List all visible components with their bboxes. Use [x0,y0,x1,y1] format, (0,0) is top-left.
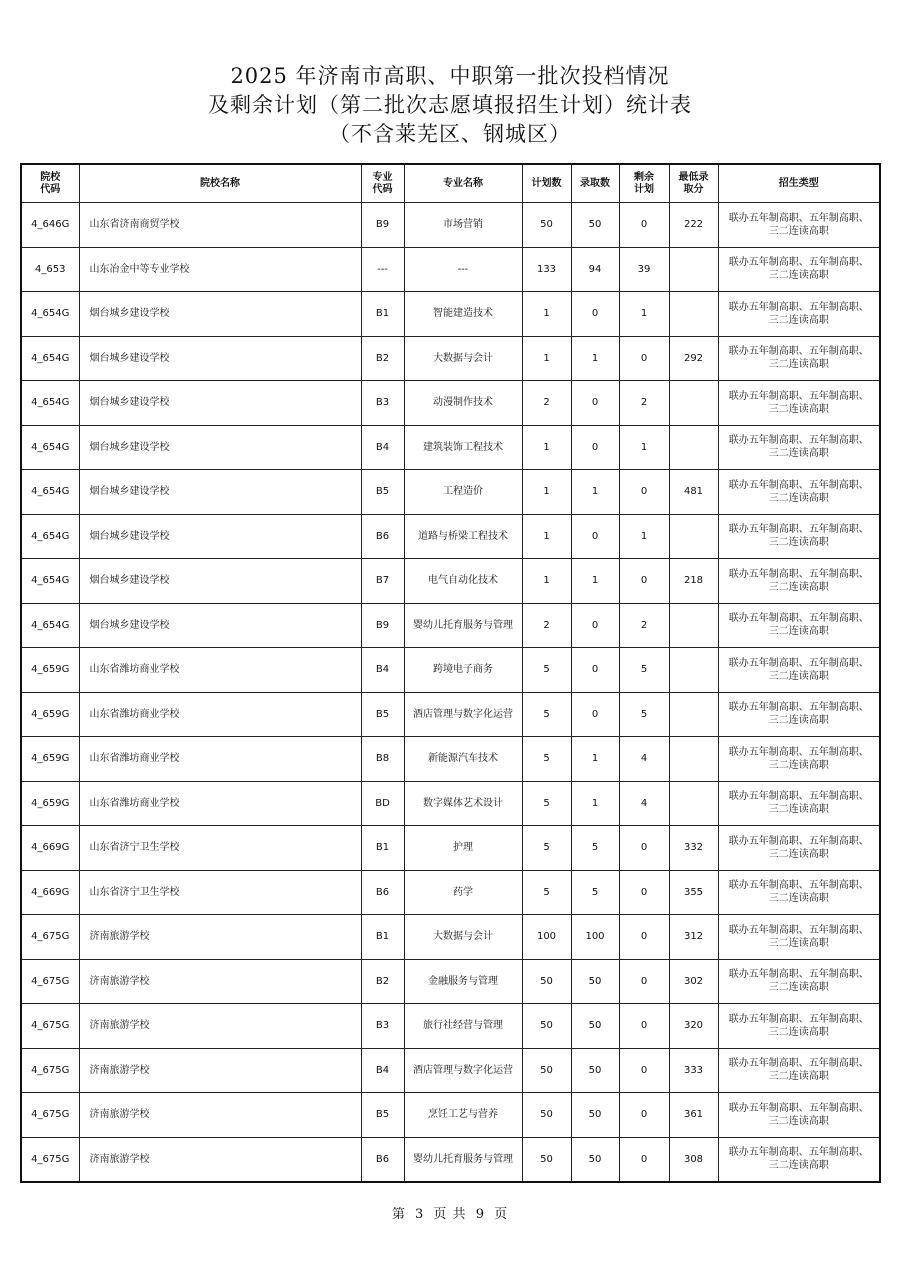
admission-table [20,163,881,1183]
cell-admitted-count: 50 [571,1048,619,1093]
cell-admission-type [718,781,880,826]
cell-plan-count: 2 [522,603,571,648]
cell-remaining-plan: 1 [619,292,669,337]
table-row [21,292,880,337]
cell-major-code: B1 [361,292,404,337]
cell-school-name: 济南旅游学校 [79,1048,361,1093]
cell-school-name: 山东省济宁卫生学校 [79,870,361,915]
cell-major-name: 大数据与会计 [404,915,522,960]
cell-admission-type [718,603,880,648]
cell-admission-type [718,959,880,1004]
cell-plan-count: 1 [522,425,571,470]
cell-plan-count: 5 [522,648,571,693]
cell-remaining-plan: 0 [619,1004,669,1049]
cell-major-name: 酒店管理与数字化运营 [404,692,522,737]
cell-major-code: B3 [361,381,404,426]
cell-major-code: B9 [361,603,404,648]
admission-type-text: 联办五年制高职、五年制高职、三二连读高职 [728,524,869,549]
cell-major-name: 电气自动化技术 [404,559,522,604]
cell-plan-count: 5 [522,870,571,915]
admission-type-text: 联办五年制高职、五年制高职、三二连读高职 [728,1013,869,1038]
table-row [21,247,880,292]
document-title [0,62,900,149]
cell-school-code: 4_659G [21,692,79,737]
cell-remaining-plan: 39 [619,247,669,292]
cell-school-code: 4_659G [21,781,79,826]
table-row [21,826,880,871]
table-row [21,470,880,515]
table-body [21,203,880,1183]
cell-school-code: 4_675G [21,1137,79,1182]
cell-school-code: 4_659G [21,737,79,782]
cell-plan-count: 50 [522,959,571,1004]
cell-admission-type [718,737,880,782]
cell-school-name: 山东冶金中等专业学校 [79,247,361,292]
cell-major-code: B9 [361,203,404,248]
cell-min-score: 320 [669,1004,718,1049]
table-row [21,1137,880,1182]
cell-major-name: 建筑装饰工程技术 [404,425,522,470]
cell-school-code: 4_654G [21,381,79,426]
cell-min-score [669,603,718,648]
cell-school-code: 4_675G [21,1004,79,1049]
cell-min-score: 302 [669,959,718,1004]
cell-min-score [669,648,718,693]
cell-remaining-plan: 0 [619,915,669,960]
cell-min-score [669,292,718,337]
cell-school-code: 4_654G [21,559,79,604]
cell-major-code: B6 [361,1137,404,1182]
cell-school-code: 4_653 [21,247,79,292]
cell-admission-type [718,247,880,292]
header-admitted-count: 录取数 [571,164,619,203]
cell-admitted-count: 0 [571,381,619,426]
cell-plan-count: 1 [522,336,571,381]
cell-major-code: B4 [361,425,404,470]
cell-school-name: 烟台城乡建设学校 [79,603,361,648]
cell-plan-count: 2 [522,381,571,426]
cell-major-name: --- [404,247,522,292]
admission-type-text: 联办五年制高职、五年制高职、三二连读高职 [728,390,869,415]
cell-min-score [669,381,718,426]
cell-remaining-plan: 5 [619,648,669,693]
cell-school-name: 济南旅游学校 [79,915,361,960]
cell-remaining-plan: 0 [619,826,669,871]
cell-min-score: 218 [669,559,718,604]
table-row [21,915,880,960]
cell-admission-type [718,336,880,381]
admission-type-text: 联办五年制高职、五年制高职、三二连读高职 [728,212,869,237]
title-line-2: 及剩余计划（第二批次志愿填报招生计划）统计表 [208,93,692,117]
cell-plan-count: 5 [522,692,571,737]
page-total: 9 [475,1207,485,1222]
header-admission-type: 招生类型 [718,164,880,203]
page-mid: 页 共 [433,1207,467,1222]
cell-major-code: B8 [361,737,404,782]
cell-school-code: 4_646G [21,203,79,248]
cell-major-code: B2 [361,336,404,381]
cell-admission-type [718,470,880,515]
cell-admitted-count: 50 [571,1004,619,1049]
admission-type-text: 联办五年制高职、五年制高职、三二连读高职 [728,435,869,460]
cell-plan-count: 50 [522,1137,571,1182]
cell-major-name: 旅行社经营与管理 [404,1004,522,1049]
table-row [21,692,880,737]
cell-admission-type [718,559,880,604]
cell-admission-type [718,1137,880,1182]
cell-min-score: 222 [669,203,718,248]
cell-school-name: 济南旅游学校 [79,959,361,1004]
cell-admitted-count: 0 [571,603,619,648]
cell-min-score: 312 [669,915,718,960]
header-major-code: 专业代码 [361,164,404,203]
header-school-code: 院校代码 [21,164,79,203]
cell-remaining-plan: 0 [619,336,669,381]
cell-school-code: 4_659G [21,648,79,693]
table-header-row [21,164,880,203]
admission-type-text: 联办五年制高职、五年制高职、三二连读高职 [728,479,869,504]
cell-admission-type [718,692,880,737]
cell-remaining-plan: 2 [619,381,669,426]
cell-admitted-count: 0 [571,292,619,337]
admission-type-text: 联办五年制高职、五年制高职、三二连读高职 [728,568,869,593]
admission-type-text: 联办五年制高职、五年制高职、三二连读高职 [728,257,869,282]
cell-remaining-plan: 4 [619,781,669,826]
admission-type-text: 联办五年制高职、五年制高职、三二连读高职 [728,791,869,816]
cell-major-name: 道路与桥梁工程技术 [404,514,522,559]
header-school-name: 院校名称 [79,164,361,203]
cell-min-score: 292 [669,336,718,381]
cell-school-code: 4_675G [21,915,79,960]
cell-admitted-count: 0 [571,425,619,470]
cell-school-name: 山东省潍坊商业学校 [79,692,361,737]
cell-admitted-count: 0 [571,514,619,559]
admission-type-text: 联办五年制高职、五年制高职、三二连读高职 [728,301,869,326]
admission-type-text: 联办五年制高职、五年制高职、三二连读高职 [728,613,869,638]
cell-admission-type [718,425,880,470]
cell-admission-type [718,292,880,337]
cell-major-name: 数字媒体艺术设计 [404,781,522,826]
cell-min-score: 361 [669,1093,718,1138]
title-line-1: 2025 年济南市高职、中职第一批次投档情况 [230,64,670,88]
cell-school-code: 4_654G [21,336,79,381]
cell-min-score: 355 [669,870,718,915]
cell-major-code: B6 [361,514,404,559]
admission-type-text: 联办五年制高职、五年制高职、三二连读高职 [728,1102,869,1127]
admission-type-text: 联办五年制高职、五年制高职、三二连读高职 [728,346,869,371]
cell-school-name: 济南旅游学校 [79,1004,361,1049]
cell-major-name: 工程造价 [404,470,522,515]
cell-admitted-count: 50 [571,203,619,248]
cell-admission-type [718,1048,880,1093]
cell-plan-count: 133 [522,247,571,292]
cell-admission-type [718,915,880,960]
cell-major-code: B3 [361,1004,404,1049]
cell-plan-count: 5 [522,781,571,826]
page-number [0,1203,900,1222]
cell-major-name: 金融服务与管理 [404,959,522,1004]
cell-admission-type [718,1004,880,1049]
cell-plan-count: 1 [522,514,571,559]
cell-school-code: 4_654G [21,292,79,337]
cell-admission-type [718,203,880,248]
table-row [21,1004,880,1049]
cell-admitted-count: 5 [571,870,619,915]
cell-plan-count: 50 [522,1093,571,1138]
cell-major-name: 智能建造技术 [404,292,522,337]
cell-major-name: 烹饪工艺与营养 [404,1093,522,1138]
cell-plan-count: 1 [522,559,571,604]
cell-min-score [669,737,718,782]
cell-admitted-count: 1 [571,336,619,381]
cell-school-code: 4_675G [21,1093,79,1138]
cell-admitted-count: 100 [571,915,619,960]
cell-min-score [669,692,718,737]
header-major-name: 专业名称 [404,164,522,203]
cell-remaining-plan: 0 [619,1137,669,1182]
admission-type-text: 联办五年制高职、五年制高职、三二连读高职 [728,835,869,860]
cell-school-code: 4_654G [21,470,79,515]
header-remaining-plan: 剩余计划 [619,164,669,203]
cell-major-code: B4 [361,1048,404,1093]
cell-major-code: B5 [361,470,404,515]
cell-major-name: 新能源汽车技术 [404,737,522,782]
cell-school-code: 4_675G [21,1048,79,1093]
cell-admitted-count: 1 [571,470,619,515]
cell-school-code: 4_669G [21,826,79,871]
cell-plan-count: 5 [522,737,571,782]
cell-major-name: 药学 [404,870,522,915]
cell-admitted-count: 5 [571,826,619,871]
cell-plan-count: 50 [522,1004,571,1049]
cell-major-code: B7 [361,559,404,604]
cell-min-score [669,247,718,292]
cell-remaining-plan: 5 [619,692,669,737]
cell-admitted-count: 1 [571,781,619,826]
cell-min-score: 481 [669,470,718,515]
table-row [21,514,880,559]
cell-min-score [669,425,718,470]
admission-type-text: 联办五年制高职、五年制高职、三二连读高职 [728,746,869,771]
cell-school-name: 山东省潍坊商业学校 [79,648,361,693]
cell-school-code: 4_669G [21,870,79,915]
cell-admitted-count: 50 [571,1093,619,1138]
cell-major-code: B6 [361,870,404,915]
cell-school-name: 山东省济宁卫生学校 [79,826,361,871]
cell-remaining-plan: 4 [619,737,669,782]
cell-admitted-count: 50 [571,959,619,1004]
table-row [21,959,880,1004]
cell-remaining-plan: 0 [619,1048,669,1093]
cell-min-score [669,514,718,559]
cell-major-name: 市场营销 [404,203,522,248]
page-prefix: 第 [391,1207,406,1222]
cell-plan-count: 1 [522,470,571,515]
admission-type-text: 联办五年制高职、五年制高职、三二连读高职 [728,1058,869,1083]
cell-remaining-plan: 2 [619,603,669,648]
cell-school-name: 山东省济南商贸学校 [79,203,361,248]
table-row [21,781,880,826]
admission-type-text: 联办五年制高职、五年制高职、三二连读高职 [728,969,869,994]
cell-school-name: 烟台城乡建设学校 [79,470,361,515]
cell-admitted-count: 94 [571,247,619,292]
cell-major-code: B1 [361,826,404,871]
admission-type-text: 联办五年制高职、五年制高职、三二连读高职 [728,702,869,727]
cell-min-score: 333 [669,1048,718,1093]
admission-type-text: 联办五年制高职、五年制高职、三二连读高职 [728,1147,869,1172]
cell-admission-type [718,648,880,693]
cell-admitted-count: 1 [571,737,619,782]
cell-plan-count: 100 [522,915,571,960]
table-row [21,870,880,915]
cell-school-name: 山东省潍坊商业学校 [79,781,361,826]
table-row [21,559,880,604]
admission-type-text: 联办五年制高职、五年制高职、三二连读高职 [728,924,869,949]
cell-major-name: 婴幼儿托育服务与管理 [404,603,522,648]
cell-admission-type [718,514,880,559]
cell-remaining-plan: 0 [619,959,669,1004]
cell-admission-type [718,870,880,915]
cell-admission-type [718,381,880,426]
cell-remaining-plan: 0 [619,470,669,515]
cell-remaining-plan: 1 [619,514,669,559]
cell-school-code: 4_654G [21,425,79,470]
cell-major-name: 护理 [404,826,522,871]
table-row [21,425,880,470]
cell-min-score [669,781,718,826]
cell-major-name: 婴幼儿托育服务与管理 [404,1137,522,1182]
cell-major-name: 动漫制作技术 [404,381,522,426]
cell-remaining-plan: 0 [619,1093,669,1138]
cell-plan-count: 5 [522,826,571,871]
title-line-3: （不含莱芜区、钢城区） [329,122,571,146]
table-row [21,737,880,782]
cell-remaining-plan: 0 [619,559,669,604]
table-row [21,648,880,693]
cell-remaining-plan: 0 [619,203,669,248]
table-row [21,1093,880,1138]
cell-school-code: 4_654G [21,603,79,648]
cell-remaining-plan: 1 [619,425,669,470]
cell-plan-count: 50 [522,203,571,248]
cell-major-name: 大数据与会计 [404,336,522,381]
cell-remaining-plan: 0 [619,870,669,915]
cell-major-code: B4 [361,648,404,693]
cell-admitted-count: 0 [571,692,619,737]
page-current: 3 [415,1207,425,1222]
cell-school-code: 4_675G [21,959,79,1004]
cell-major-code: B1 [361,915,404,960]
header-plan-count: 计划数 [522,164,571,203]
cell-school-name: 烟台城乡建设学校 [79,559,361,604]
cell-school-name: 烟台城乡建设学校 [79,381,361,426]
cell-admission-type [718,826,880,871]
header-min-score: 最低录取分 [669,164,718,203]
cell-min-score: 308 [669,1137,718,1182]
cell-major-code: B5 [361,1093,404,1138]
cell-school-name: 烟台城乡建设学校 [79,336,361,381]
page-suffix: 页 [494,1207,509,1222]
admission-type-text: 联办五年制高职、五年制高职、三二连读高职 [728,880,869,905]
cell-school-name: 济南旅游学校 [79,1137,361,1182]
cell-plan-count: 50 [522,1048,571,1093]
table-row [21,1048,880,1093]
cell-school-name: 济南旅游学校 [79,1093,361,1138]
table-row [21,603,880,648]
table-row [21,203,880,248]
cell-school-name: 山东省潍坊商业学校 [79,737,361,782]
cell-admission-type [718,1093,880,1138]
table-row [21,336,880,381]
cell-admitted-count: 0 [571,648,619,693]
cell-admitted-count: 50 [571,1137,619,1182]
cell-major-code: --- [361,247,404,292]
cell-major-code: B2 [361,959,404,1004]
cell-school-name: 烟台城乡建设学校 [79,514,361,559]
cell-major-name: 酒店管理与数字化运营 [404,1048,522,1093]
cell-school-name: 烟台城乡建设学校 [79,292,361,337]
table-row [21,381,880,426]
cell-admitted-count: 1 [571,559,619,604]
cell-major-code: B5 [361,692,404,737]
cell-major-name: 跨境电子商务 [404,648,522,693]
cell-school-code: 4_654G [21,514,79,559]
cell-school-name: 烟台城乡建设学校 [79,425,361,470]
admission-type-text: 联办五年制高职、五年制高职、三二连读高职 [728,657,869,682]
cell-plan-count: 1 [522,292,571,337]
cell-min-score: 332 [669,826,718,871]
cell-major-code: BD [361,781,404,826]
